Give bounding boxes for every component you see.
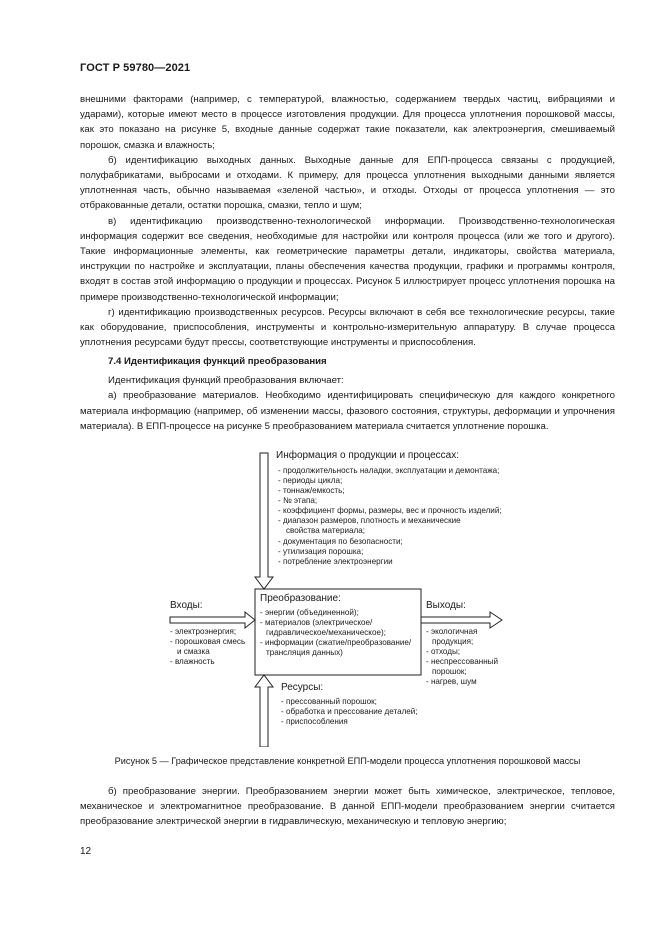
resources-title: Ресурсы: [281,682,324,693]
info-item: - потребление электроэнергии [278,557,393,566]
paragraph-info: в) идентификацию производственно-технологической информации. Производственно-технологическая информация содержит все сведения, необходимые для настройки или контроля процесса (или же того и другого). Такие информационные элементы, как геометрические параметры детали, индикаторы, свойства материала, инструкции по настройке и эксплуатации, планы обеспечения качества продукции, графики и программы контроля, входят в состав этой информацию о продукции и процессах. Рисунок 5 иллюстрирует процесс уплотнения порошка на примере производственно-технологической информации; [80,215,615,303]
info-title: Информация о продукции и процессах: [276,450,459,461]
resources-item: - обработка и прессование деталей; [281,707,418,716]
section-item-a: а) преобразование материалов. Необходимо идентифицировать специфическую для каждого конкретного материала информацию (например, об изменении массы, фазового состояния, структуры, деформации и упрочнения материала). В ЕПП-процессе на рисунке 5 преобразованием материала считается уплотнение порошка. [80,390,615,432]
transform-title: Преобразование: [260,593,341,604]
outputs-item: - неспрессованный [426,657,499,666]
info-item: - периоды цикла; [278,476,343,485]
info-arrow [255,453,273,589]
info-item: - № этапа; [278,496,318,505]
section-intro: Идентификация функций преобразования включает: [108,375,344,387]
resources-item: - приспособления [281,717,348,726]
transform-item: - информации (сжатие/преобразование/ [260,638,412,647]
paragraph-energy: б) преобразование энергии. Преобразованием энергии может быть химическое, электрическое, тепловое, механическое и электромагнитное преобразование. В данной ЕПП-модели преобразованием энергии считается преобразование электрической энергии в гидравлическую, механическую и тепловую энергию; [80,786,615,828]
document-header: ГОСТ Р 59780—2021 [80,62,191,74]
body-text-bottom [80,784,615,830]
outputs-item: - отходы; [426,647,461,656]
transform-item: - материалов (электрическое/ [260,618,373,627]
info-item: - утилизация порошка; [278,547,364,556]
outputs-item: порошок; [432,667,467,676]
inputs-title: Входы: [170,600,203,611]
inputs-arrow [170,612,255,628]
resources-arrow [255,675,273,747]
info-item: - документация по безопасности; [278,537,403,546]
paragraph-resources: г) идентификацию производственных ресурсов. Ресурсы включают в себя все технологические ресурсы, такие как оборудование, приспособления, инструменты и контрольно-измерительную аппаратуру. В случае процесса уплотнения ресурсами будут прессы, соответствующие инструменты и приспособления. [80,306,615,349]
inputs-item: - электроэнергия; [170,627,237,636]
figure-5-diagram [150,447,530,747]
outputs-item: продукция; [432,637,474,646]
info-item: - тоннаж/емкость; [278,486,345,495]
body-text-top [80,92,615,350]
outputs-item: - нагрев, шум [426,677,477,686]
info-item: - диапазон размеров, плотность и механические [278,516,461,525]
inputs-item: - порошковая смесь [170,637,246,646]
info-item: - коэффициент формы, размеры, вес и прочность изделий; [278,506,502,515]
outputs-arrow [421,612,502,628]
inputs-item: - влажность [170,657,215,666]
resources-item: - прессованный порошок; [281,697,377,706]
page-number: 12 [80,846,92,857]
section-7-4 [80,354,615,434]
transform-item: гидравлическое/механическое); [266,628,386,637]
info-item: свойства материала; [286,526,365,535]
paragraph-continuation: внешними факторами (например, с температурой, влажностью, содержанием твердых частиц, вибрациями и ударами), которые имеют место в процессе изготовления продукции. Для процесса уплотнения порошковой массы, как это показано на рисунке 5, входные данные содержат такие показатели, как электроэнергия, смешиваемый порошок, смазка и влажность; [80,94,615,151]
section-heading: 7.4 Идентификация функций преобразования [108,356,327,367]
inputs-item: и смазка [177,647,210,656]
paragraph-outputs: б) идентификацию выходных данных. Выходные данные для ЕПП-процесса связаны с продукцией, полуфабрикатами, выбросами и отходами. К примеру, для процесса уплотнения выходными данными является уплотненная часть, обычно называемая «зеленой частью», и отходы. Отходы от процесса уплотнения — это отбракованные детали, остатки порошка, смазки, тепло и шум; [80,154,615,212]
info-item: - продолжительность наладки, эксплуатации и демонтажа; [278,466,500,475]
transform-item: - энергии (объединенной); [260,608,359,617]
outputs-item: - экологичная [426,627,478,636]
figure-caption: Рисунок 5 — Графическое представление конкретной ЕПП-модели процесса уплотнения порошковой массы [114,756,581,766]
outputs-title: Выходы: [426,600,466,611]
transform-item: трансляция данных) [266,648,343,657]
